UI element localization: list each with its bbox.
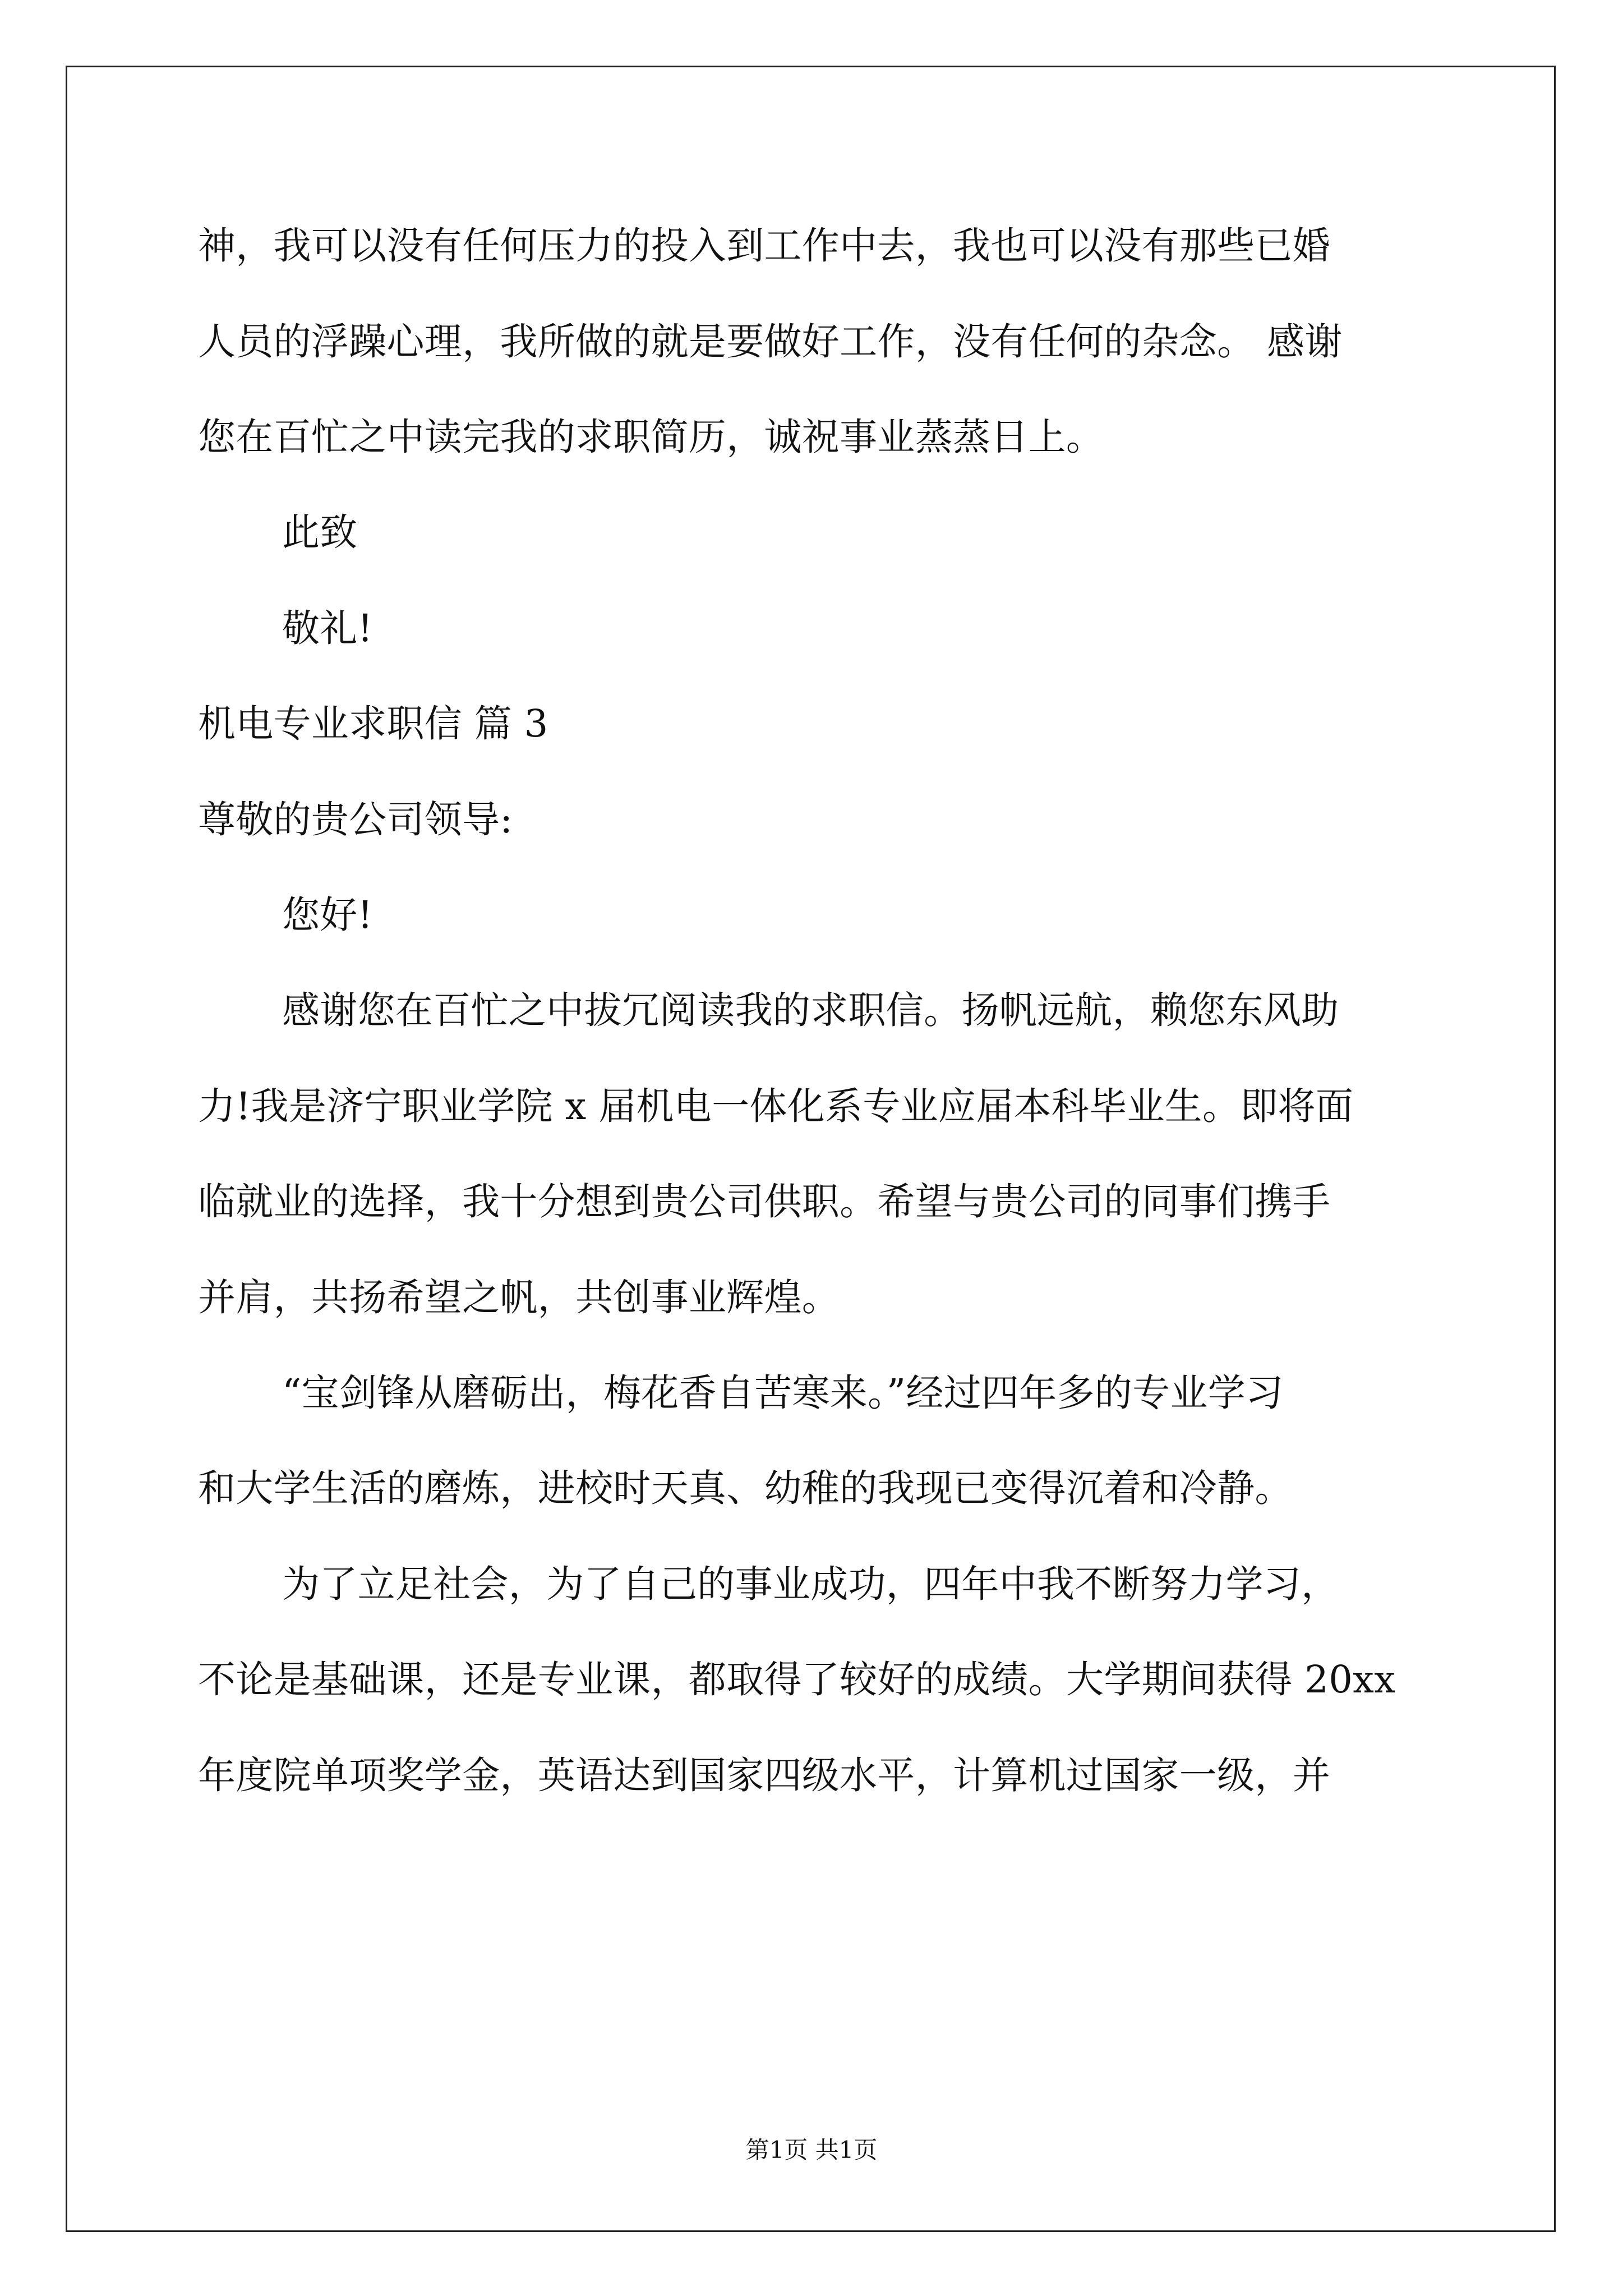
text-line: 不论是基础课，还是专业课，都取得了较好的成绩。大学期间获得 20xx [198, 1658, 1396, 1701]
text-line: 力!我是济宁职业学院 x 届机电一体化系专业应届本科毕业生。即将面 [198, 1084, 1354, 1128]
text-line: 您在百忙之中读完我的求职简历，诚祝事业蒸蒸日上。 [198, 415, 1104, 459]
text-line: 为了立足社会，为了自己的事业成功，四年中我不断努力学习， [282, 1562, 1339, 1606]
closing-regards: 敬礼! [282, 606, 373, 650]
text-line: 临就业的选择，我十分想到贵公司供职。希望与贵公司的同事们携手 [198, 1180, 1330, 1223]
letter-addressee: 尊敬的贵公司领导: [198, 798, 513, 841]
page-frame [66, 66, 1556, 2232]
letter-greeting: 您好! [282, 893, 373, 937]
page-number-footer: 第1页 共1页 [745, 2136, 878, 2164]
text-line: 神，我可以没有任何压力的投入到工作中去，我也可以没有那些已婚 [198, 224, 1330, 268]
closing-salutation: 此致 [282, 510, 358, 554]
section-heading: 机电专业求职信 篇 3 [198, 702, 548, 746]
text-line: 和大学生活的磨炼，进校时天真、幼稚的我现已变得沉着和冷静。 [198, 1466, 1293, 1510]
text-line: 年度院单项奖学金，英语达到国家四级水平，计算机过国家一级，并 [198, 1754, 1330, 1797]
text-line: 感谢您在百忙之中拔冗阅读我的求职信。扬帆远航，赖您东风助 [282, 988, 1339, 1032]
text-line: “宝剑锋从磨砺出，梅花香自苦寒来。”经过四年多的专业学习 [282, 1371, 1284, 1415]
text-line: 并肩，共扬希望之帆，共创事业辉煌。 [198, 1276, 840, 1319]
text-line: 人员的浮躁心理，我所做的就是要做好工作，没有任何的杂念。 感谢 [198, 320, 1343, 364]
